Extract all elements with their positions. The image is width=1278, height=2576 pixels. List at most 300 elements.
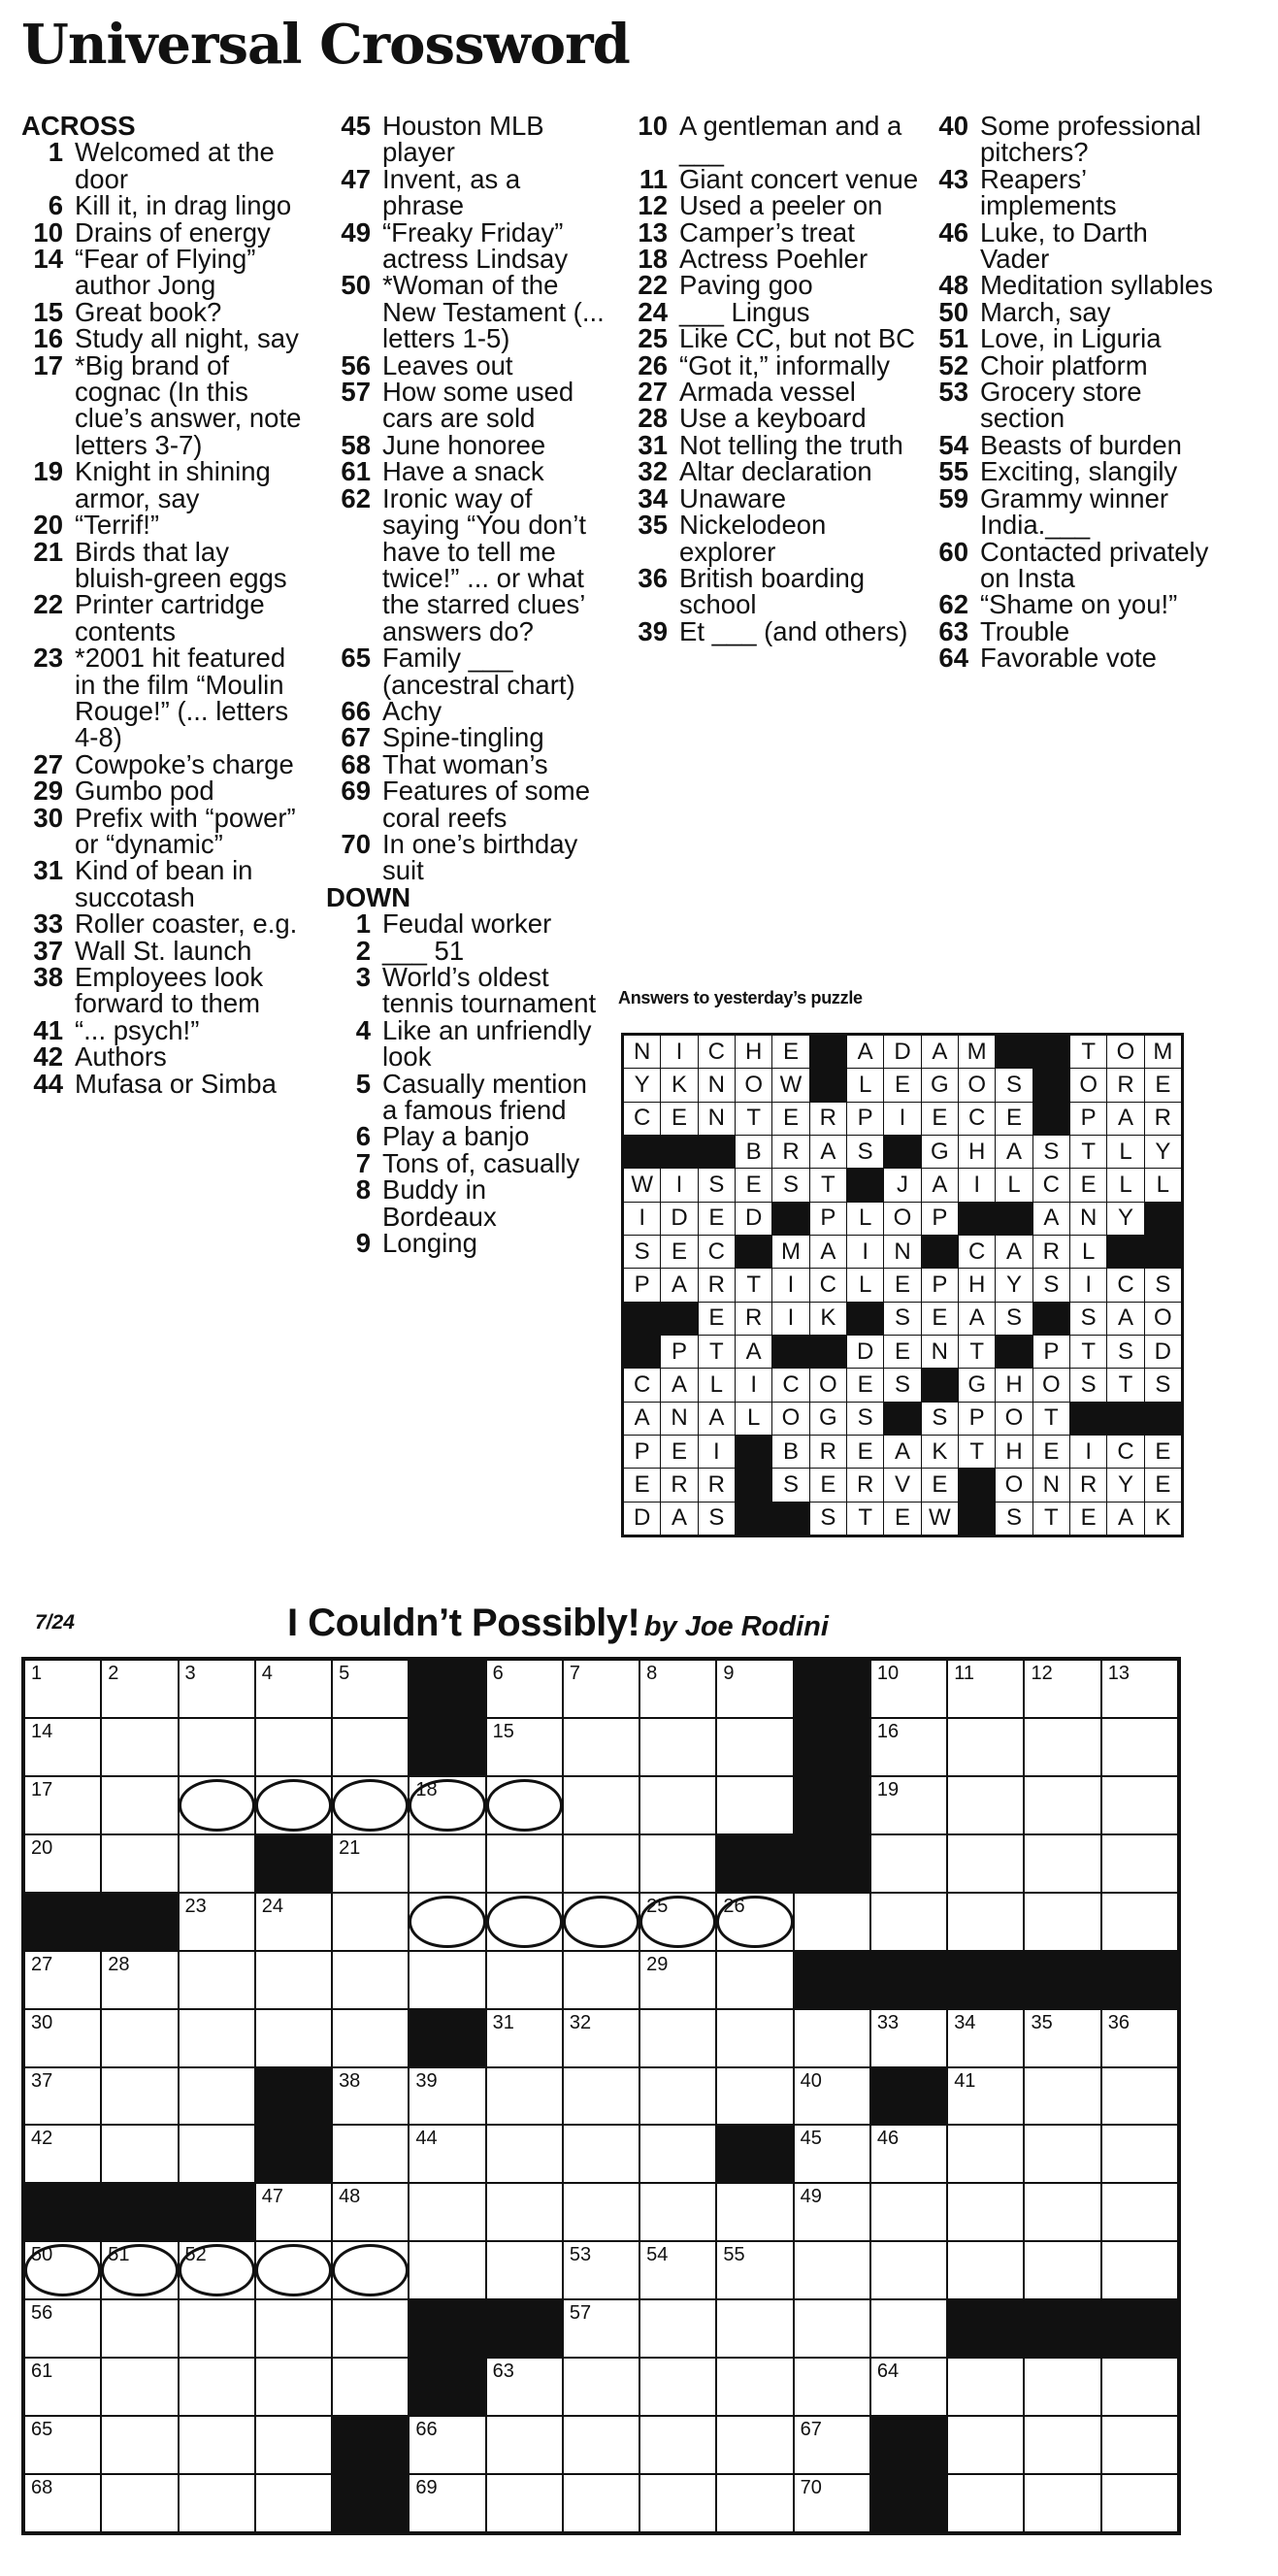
grid-cell[interactable] — [180, 2010, 254, 2066]
grid-cell[interactable] — [25, 2242, 100, 2298]
clue-number: 36 — [638, 562, 668, 593]
grid-cell[interactable] — [564, 2010, 639, 2066]
grid-cell[interactable] — [487, 2475, 562, 2531]
grid-cell[interactable] — [487, 1719, 562, 1775]
grid-cell[interactable] — [25, 2475, 100, 2531]
answer-letter-cell: R — [699, 1269, 735, 1301]
answer-black-square — [959, 1469, 995, 1501]
grid-cell[interactable] — [717, 1777, 792, 1833]
clue-number: 18 — [638, 244, 668, 275]
clue-number: 41 — [33, 1014, 63, 1045]
answer-letter-cell: O — [996, 1403, 1032, 1435]
answer-black-square — [847, 1303, 883, 1335]
grid-cell[interactable] — [640, 2300, 715, 2357]
grid-cell[interactable] — [1102, 1719, 1177, 1775]
cell-number: 37 — [31, 2069, 53, 2092]
grid-cell[interactable] — [333, 1719, 408, 1775]
grid-cell[interactable] — [256, 1894, 331, 1950]
grid-cell[interactable] — [180, 2359, 254, 2415]
clue-item — [922, 456, 1213, 487]
grid-cell[interactable] — [102, 2242, 177, 2298]
cell-number: 48 — [339, 2186, 361, 2208]
black-square — [410, 2359, 484, 2415]
clue-number: 13 — [638, 216, 668, 248]
grid-cell[interactable] — [256, 1952, 331, 2008]
grid-cell[interactable] — [25, 1661, 100, 1717]
clue-number: 45 — [341, 111, 371, 141]
grid-cell[interactable] — [640, 2475, 715, 2531]
grid-cell[interactable] — [256, 2475, 331, 2531]
grid-cell[interactable] — [180, 2126, 254, 2182]
answer-black-square — [1070, 1403, 1106, 1435]
grid-cell[interactable] — [564, 2300, 639, 2357]
grid-cell[interactable] — [256, 1777, 331, 1833]
grid-cell[interactable] — [640, 1835, 715, 1892]
black-square — [25, 1894, 100, 1950]
answer-letter-cell: E — [810, 1469, 846, 1501]
grid-cell[interactable] — [871, 1777, 946, 1833]
answer-letter-cell: N — [922, 1336, 958, 1368]
grid-cell[interactable] — [1102, 2242, 1177, 2298]
answer-letter-cell: E — [1145, 1469, 1181, 1501]
clue-item — [326, 1121, 606, 1152]
cell-number: 56 — [31, 2302, 53, 2325]
grid-cell[interactable] — [180, 2417, 254, 2473]
cell-number: 34 — [954, 2011, 976, 2033]
clue-item — [326, 379, 606, 432]
grid-cell[interactable] — [25, 1719, 100, 1775]
grid-cell[interactable] — [180, 1952, 254, 2008]
grid-cell[interactable] — [102, 1835, 177, 1892]
clue-number: 38 — [33, 962, 63, 992]
grid-cell[interactable] — [795, 2242, 869, 2298]
answer-letter-cell: O — [772, 1403, 808, 1435]
clue-number: 2 — [355, 935, 371, 966]
grid-cell[interactable] — [256, 1719, 331, 1775]
grid-cell[interactable] — [717, 2300, 792, 2357]
answer-letter-cell: H — [959, 1269, 995, 1301]
grid-cell[interactable] — [333, 2010, 408, 2066]
cell-number: 49 — [800, 2186, 822, 2208]
grid-cell[interactable] — [1025, 1719, 1099, 1775]
grid-cell[interactable] — [717, 2417, 792, 2473]
grid-cell[interactable] — [948, 2475, 1023, 2531]
clue-text: Choir platform — [980, 349, 1148, 380]
grid-cell[interactable] — [102, 2068, 177, 2125]
grid-cell[interactable] — [640, 1777, 715, 1833]
cell-number: 12 — [1031, 1663, 1053, 1684]
grid-cell[interactable] — [1102, 2068, 1177, 2125]
cell-number: 54 — [646, 2244, 669, 2266]
grid-cell[interactable] — [564, 2417, 639, 2473]
grid-cell[interactable] — [640, 1894, 715, 1950]
grid-cell[interactable] — [180, 1835, 254, 1892]
answer-letter-cell: R — [699, 1469, 735, 1501]
grid-cell[interactable] — [102, 2126, 177, 2182]
clue-item — [922, 216, 1213, 275]
grid-cell[interactable] — [640, 2417, 715, 2473]
grid-cell[interactable] — [948, 2010, 1023, 2066]
grid-cell[interactable] — [564, 2242, 639, 2298]
grid-cell[interactable] — [410, 2126, 484, 2182]
grid-cell[interactable] — [25, 2010, 100, 2066]
grid-cell[interactable] — [948, 2126, 1023, 2182]
answer-letter-cell: E — [1145, 1069, 1181, 1101]
grid-cell[interactable] — [410, 2184, 484, 2240]
grid-cell[interactable] — [1102, 2184, 1177, 2240]
grid-cell[interactable] — [640, 1952, 715, 2008]
answer-letter-cell: T — [810, 1169, 846, 1201]
grid-cell[interactable] — [717, 2242, 792, 2298]
clue-item — [629, 615, 920, 646]
answer-letter-cell: S — [1107, 1336, 1143, 1368]
answer-black-square — [736, 1503, 771, 1535]
grid-cell[interactable] — [333, 1777, 408, 1833]
clue-item — [629, 244, 920, 275]
grid-cell[interactable] — [1025, 2184, 1099, 2240]
clue-item — [21, 802, 312, 859]
grid-cell[interactable] — [256, 2242, 331, 2298]
answer-letter-cell: R — [847, 1469, 883, 1501]
clue-number: 62 — [938, 589, 968, 620]
answer-black-square — [1033, 1069, 1069, 1101]
grid-cell[interactable] — [487, 1777, 562, 1833]
grid-cell[interactable] — [487, 2010, 562, 2066]
grid-cell[interactable] — [795, 2010, 869, 2066]
grid-cell[interactable] — [640, 2359, 715, 2415]
grid-cell[interactable] — [333, 2068, 408, 2125]
grid-cell[interactable] — [1025, 2126, 1099, 2182]
cell-number: 50 — [31, 2244, 53, 2266]
answer-letter-cell: I — [699, 1436, 735, 1468]
answer-letter-cell: K — [661, 1069, 697, 1101]
grid-cell[interactable] — [717, 1661, 792, 1717]
clue-item — [326, 456, 606, 487]
cell-number: 32 — [569, 2011, 592, 2033]
grid-cell[interactable] — [25, 2417, 100, 2473]
grid-cell[interactable] — [1102, 1894, 1177, 1950]
grid-cell[interactable] — [487, 1952, 562, 2008]
grid-cell[interactable] — [1025, 2359, 1099, 2415]
grid-cell[interactable] — [25, 2126, 100, 2182]
clue-item — [922, 615, 1213, 646]
answer-letter-cell: P — [624, 1436, 660, 1468]
circle-marker — [332, 1779, 409, 1832]
grid-cell[interactable] — [564, 2068, 639, 2125]
answer-letter-cell: T — [736, 1269, 771, 1301]
answer-letter-cell: I — [772, 1303, 808, 1335]
clue-text: Features of some coral reefs — [382, 776, 590, 833]
grid-cell[interactable] — [333, 1835, 408, 1892]
grid-cell[interactable] — [333, 1952, 408, 2008]
grid-cell[interactable] — [256, 2184, 331, 2240]
grid-cell[interactable] — [102, 1719, 177, 1775]
black-square — [948, 2300, 1023, 2357]
grid-cell[interactable] — [487, 1661, 562, 1717]
grid-cell[interactable] — [256, 2359, 331, 2415]
grid-cell[interactable] — [102, 2475, 177, 2531]
clue-item — [21, 908, 312, 940]
black-square — [871, 2475, 946, 2531]
answer-letter-cell: S — [996, 1303, 1032, 1335]
answer-letter-cell: O — [1107, 1036, 1143, 1068]
grid-cell[interactable] — [487, 1894, 562, 1950]
grid-cell[interactable] — [1025, 2068, 1099, 2125]
grid-cell[interactable] — [717, 2010, 792, 2066]
grid-cell[interactable] — [871, 1835, 946, 1892]
clue-text: Meditation syllables — [980, 270, 1213, 301]
grid-cell[interactable] — [795, 2184, 869, 2240]
grid-cell[interactable] — [333, 2300, 408, 2357]
grid-cell[interactable] — [871, 2242, 946, 2298]
black-square — [948, 1952, 1023, 2008]
grid-cell[interactable] — [410, 2475, 484, 2531]
grid-cell[interactable] — [333, 2242, 408, 2298]
clue-number: 50 — [341, 270, 371, 301]
answer-black-square — [661, 1303, 697, 1335]
black-square — [717, 1835, 792, 1892]
grid-cell[interactable] — [180, 2475, 254, 2531]
grid-cell[interactable] — [487, 2184, 562, 2240]
grid-cell[interactable] — [871, 2359, 946, 2415]
grid-cell[interactable] — [871, 1719, 946, 1775]
down-heading: DOWN — [326, 881, 411, 912]
grid-cell[interactable] — [180, 2300, 254, 2357]
grid-cell[interactable] — [102, 2010, 177, 2066]
grid-cell[interactable] — [102, 1952, 177, 2008]
grid-cell[interactable] — [1025, 1661, 1099, 1717]
grid-cell[interactable] — [871, 1894, 946, 1950]
answer-letter-cell: E — [884, 1503, 920, 1535]
grid-cell[interactable] — [180, 1719, 254, 1775]
grid-cell[interactable] — [487, 2126, 562, 2182]
grid-cell[interactable] — [25, 2359, 100, 2415]
grid-cell[interactable] — [717, 1952, 792, 2008]
answer-letter-cell: N — [624, 1036, 660, 1068]
answer-letter-cell: A — [661, 1269, 697, 1301]
clue-item — [21, 1041, 312, 1073]
answer-letter-cell: C — [810, 1269, 846, 1301]
cell-number: 16 — [876, 1720, 900, 1742]
black-square — [1102, 2300, 1177, 2357]
grid-cell[interactable] — [1025, 2475, 1099, 2531]
grid-cell[interactable] — [948, 2068, 1023, 2125]
clue-item — [629, 270, 920, 301]
cell-number: 68 — [31, 2477, 53, 2499]
grid-cell[interactable] — [564, 1661, 639, 1717]
answer-letter-cell: C — [959, 1103, 995, 1135]
grid-cell[interactable] — [948, 2417, 1023, 2473]
answer-letter-cell: E — [661, 1436, 697, 1468]
grid-cell[interactable] — [102, 1777, 177, 1833]
grid-cell[interactable] — [717, 2475, 792, 2531]
grid-cell[interactable] — [871, 2126, 946, 2182]
grid-cell[interactable] — [564, 1719, 639, 1775]
grid-cell[interactable] — [564, 2184, 639, 2240]
grid-cell[interactable] — [717, 2068, 792, 2125]
answer-letter-cell: I — [661, 1036, 697, 1068]
answer-letter-cell: M — [1145, 1036, 1181, 1068]
cell-number: 40 — [800, 2069, 822, 2092]
grid-cell[interactable] — [564, 2475, 639, 2531]
grid-cell[interactable] — [180, 2242, 254, 2298]
grid-cell[interactable] — [640, 1661, 715, 1717]
clue-text: That woman’s — [382, 748, 548, 779]
grid-cell[interactable] — [410, 2417, 484, 2473]
grid-cell[interactable] — [871, 2184, 946, 2240]
grid-cell[interactable] — [795, 2068, 869, 2125]
grid-cell[interactable] — [640, 1719, 715, 1775]
grid-cell[interactable] — [1025, 2417, 1099, 2473]
grid-cell[interactable] — [410, 2242, 484, 2298]
answer-letter-cell: C — [624, 1369, 660, 1401]
grid-cell[interactable] — [564, 2126, 639, 2182]
grid-cell[interactable] — [102, 2300, 177, 2357]
grid-cell[interactable] — [102, 2359, 177, 2415]
answer-letter-cell: L — [736, 1403, 771, 1435]
clue-number: 30 — [33, 802, 63, 833]
answers-title: Answers to yesterday’s puzzle — [618, 988, 863, 1007]
answer-letter-cell: I — [624, 1203, 660, 1235]
answer-letter-cell: E — [772, 1036, 808, 1068]
grid-cell[interactable] — [1025, 2010, 1099, 2066]
grid-cell[interactable] — [180, 1894, 254, 1950]
answer-letter-cell: C — [699, 1236, 735, 1268]
grid-cell[interactable] — [487, 2242, 562, 2298]
grid-cell[interactable] — [333, 2184, 408, 2240]
grid-cell[interactable] — [102, 2417, 177, 2473]
grid-cell[interactable] — [410, 1894, 484, 1950]
grid-cell[interactable] — [948, 2242, 1023, 2298]
grid-cell[interactable] — [564, 2359, 639, 2415]
grid-cell[interactable] — [795, 2300, 869, 2357]
grid-cell[interactable] — [948, 2184, 1023, 2240]
grid-cell[interactable] — [410, 1835, 484, 1892]
grid-cell[interactable] — [871, 2300, 946, 2357]
grid-cell[interactable] — [1102, 2417, 1177, 2473]
grid-cell[interactable] — [1025, 1777, 1099, 1833]
grid-cell[interactable] — [180, 1777, 254, 1833]
grid-cell[interactable] — [948, 1835, 1023, 1892]
grid-cell[interactable] — [487, 2417, 562, 2473]
clue-number: 25 — [638, 323, 668, 354]
grid-cell[interactable] — [640, 2184, 715, 2240]
answer-black-square — [810, 1036, 846, 1068]
grid-cell[interactable] — [795, 1894, 869, 1950]
grid-cell[interactable] — [948, 1777, 1023, 1833]
grid-cell[interactable] — [871, 2010, 946, 2066]
clue-item — [21, 296, 312, 327]
grid-cell[interactable] — [102, 1661, 177, 1717]
black-square — [1025, 2300, 1099, 2357]
clue-text: Beasts of burden — [980, 429, 1182, 460]
cell-number: 66 — [415, 2419, 438, 2441]
grid-cell[interactable] — [1025, 1835, 1099, 1892]
crossword-grid — [21, 1657, 1181, 2535]
grid-cell[interactable] — [795, 2126, 869, 2182]
clue-item — [326, 1228, 606, 1259]
grid-cell[interactable] — [564, 1952, 639, 2008]
grid-cell[interactable] — [256, 2300, 331, 2357]
clue-text: Authors — [75, 1041, 167, 1073]
grid-cell[interactable] — [564, 1777, 639, 1833]
grid-cell[interactable] — [640, 2126, 715, 2182]
grid-cell[interactable] — [25, 2300, 100, 2357]
grid-cell[interactable] — [410, 2068, 484, 2125]
grid-cell[interactable] — [1102, 1835, 1177, 1892]
clue-text: Drains of energy — [75, 216, 271, 248]
grid-cell[interactable] — [25, 1952, 100, 2008]
grid-cell[interactable] — [640, 2010, 715, 2066]
grid-cell[interactable] — [333, 1661, 408, 1717]
grid-cell[interactable] — [640, 2242, 715, 2298]
grid-cell[interactable] — [948, 1719, 1023, 1775]
grid-cell[interactable] — [717, 2359, 792, 2415]
grid-cell[interactable] — [1102, 2126, 1177, 2182]
grid-cell[interactable] — [640, 2068, 715, 2125]
grid-cell[interactable] — [948, 1661, 1023, 1717]
grid-cell[interactable] — [795, 2359, 869, 2415]
grid-cell[interactable] — [333, 1894, 408, 1950]
grid-cell[interactable] — [564, 1894, 639, 1950]
grid-cell[interactable] — [717, 1894, 792, 1950]
answer-letter-cell: E — [1070, 1169, 1106, 1201]
grid-cell[interactable] — [256, 2010, 331, 2066]
grid-cell[interactable] — [1102, 2359, 1177, 2415]
grid-cell[interactable] — [1025, 1894, 1099, 1950]
grid-cell[interactable] — [717, 2184, 792, 2240]
grid-cell[interactable] — [256, 1661, 331, 1717]
grid-cell[interactable] — [410, 1777, 484, 1833]
grid-cell[interactable] — [487, 2068, 562, 2125]
grid-cell[interactable] — [333, 2126, 408, 2182]
grid-cell[interactable] — [948, 2359, 1023, 2415]
grid-cell[interactable] — [1102, 1661, 1177, 1717]
grid-cell[interactable] — [1102, 1777, 1177, 1833]
grid-cell[interactable] — [25, 1777, 100, 1833]
grid-cell[interactable] — [564, 1835, 639, 1892]
cell-number: 13 — [1107, 1663, 1130, 1684]
black-square — [333, 2417, 408, 2473]
grid-cell[interactable] — [256, 2417, 331, 2473]
grid-cell[interactable] — [180, 1661, 254, 1717]
grid-cell[interactable] — [487, 2359, 562, 2415]
clue-text: British boarding school — [679, 562, 866, 620]
answer-letter-cell: C — [1107, 1436, 1143, 1468]
grid-cell[interactable] — [795, 2417, 869, 2473]
grid-cell[interactable] — [871, 1661, 946, 1717]
grid-cell[interactable] — [487, 1835, 562, 1892]
answer-black-square — [996, 1036, 1032, 1068]
answer-letter-cell: O — [1145, 1303, 1181, 1335]
grid-cell[interactable] — [410, 1952, 484, 2008]
grid-cell[interactable] — [1102, 2475, 1177, 2531]
grid-cell[interactable] — [948, 1894, 1023, 1950]
clue-number: 70 — [341, 828, 371, 859]
grid-cell[interactable] — [180, 2068, 254, 2125]
grid-cell[interactable] — [1025, 2242, 1099, 2298]
grid-cell[interactable] — [333, 2359, 408, 2415]
grid-cell[interactable] — [795, 2475, 869, 2531]
clue-item — [922, 270, 1213, 301]
grid-cell[interactable] — [25, 2068, 100, 2125]
grid-cell[interactable] — [25, 1835, 100, 1892]
grid-cell[interactable] — [1102, 2010, 1177, 2066]
cell-number: 53 — [569, 2244, 592, 2266]
clue-text: Nickelodeon explorer — [679, 510, 827, 567]
clue-item — [326, 777, 606, 831]
grid-cell[interactable] — [717, 1719, 792, 1775]
